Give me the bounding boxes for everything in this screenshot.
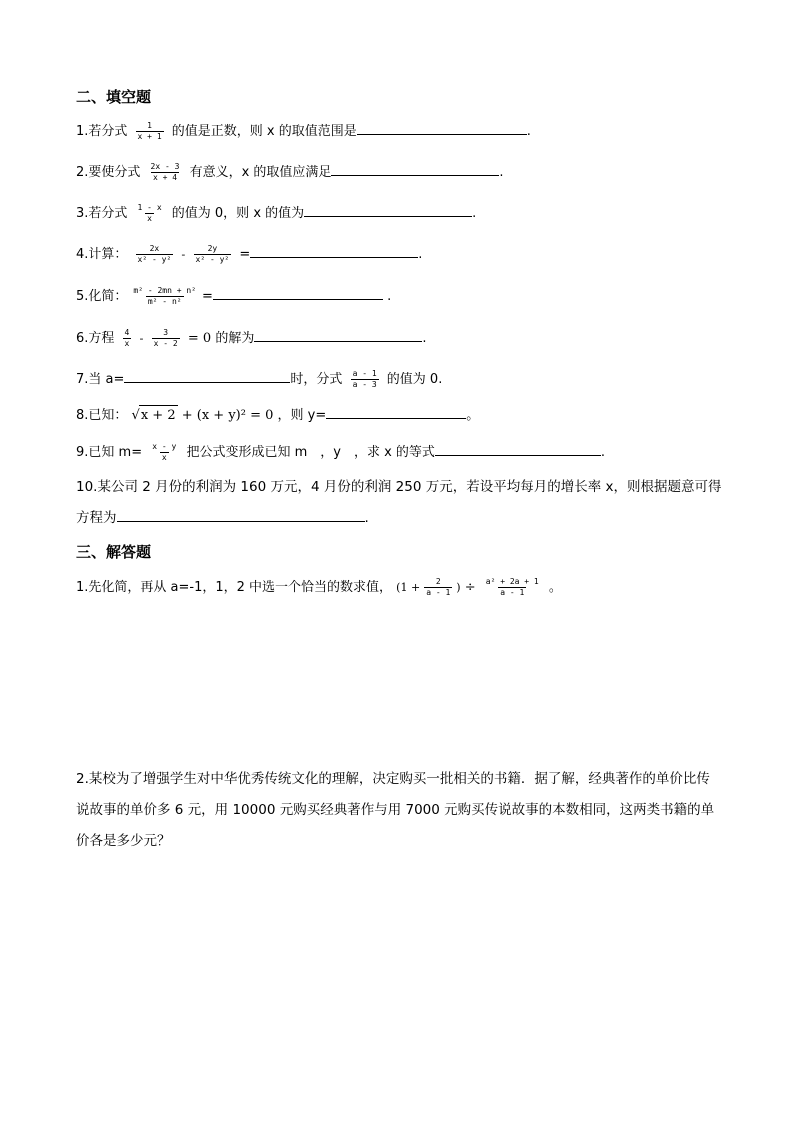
question-4	[76, 243, 422, 265]
question-7	[76, 368, 442, 390]
q3-answer-blank[interactable]	[304, 202, 472, 217]
q8-prefix: 8.已知：	[76, 408, 128, 423]
q3-fraction	[136, 203, 164, 224]
q6-numerator-2: 3	[163, 328, 169, 337]
q4-minus: -	[181, 248, 186, 261]
q7-numerator: a - 1	[352, 369, 377, 378]
q2-denominator: x + 4	[152, 173, 178, 182]
q6-end: .	[422, 331, 427, 346]
sqrt-symbol-icon: √	[131, 408, 140, 423]
q9-fraction	[150, 442, 178, 463]
question-5	[76, 285, 391, 307]
q8-radicand: x + 2	[139, 405, 178, 426]
q5-fraction	[131, 286, 198, 307]
q3-prefix: 3.若分式	[76, 206, 128, 221]
q4-numerator-1: 2x	[149, 244, 160, 253]
q5-equals: =	[202, 289, 213, 304]
q3-numerator: 1 - x	[137, 203, 162, 212]
question-1	[76, 120, 531, 142]
q6-text: 的解为	[215, 331, 255, 346]
q4-denominator-2: x² - y²	[195, 255, 230, 264]
q10-end: .	[364, 510, 369, 526]
q9-end: .	[600, 445, 606, 460]
q7-text-end: 的值为 0.	[386, 372, 443, 387]
s3q1-denominator-2: a - 1	[500, 588, 525, 597]
q7-prefix: 7.当 a=	[76, 372, 125, 387]
s3q1-fraction-2	[484, 577, 541, 598]
q3-text: 的值为 0，则 x 的值为	[171, 206, 305, 221]
q1-answer-blank[interactable]	[357, 120, 527, 135]
q8-end: 。	[466, 408, 480, 423]
q9-denominator: x	[161, 453, 167, 462]
q4-equals: =	[239, 247, 251, 262]
s3q1-denominator-1: a - 1	[426, 588, 451, 597]
s3q1-numerator-2: a² + 2a + 1	[485, 577, 539, 586]
q4-numerator-2: 2y	[207, 244, 218, 253]
q6-numerator-1: 4	[124, 328, 130, 337]
q5-numerator: m² - 2mn + n²	[133, 286, 197, 295]
q6-minus: -	[139, 332, 144, 345]
s3q1-text: 1.先化简，再从 a=-1，1，2 中选一个恰当的数求值，	[76, 580, 393, 595]
q3-denominator: x	[147, 214, 152, 223]
q2-fraction	[149, 162, 182, 183]
q3-end: .	[472, 206, 477, 221]
question-8	[76, 404, 479, 426]
q2-prefix: 2.要使分式	[76, 165, 141, 180]
q4-fraction-2	[194, 244, 232, 265]
s3q1-open: (1 +	[396, 581, 421, 594]
q5-denominator: m² - n²	[147, 297, 182, 306]
q6-equals-zero: = 0	[187, 331, 212, 346]
q6-prefix: 6.方程	[76, 331, 115, 346]
q4-end: .	[418, 247, 423, 262]
q2-answer-blank[interactable]	[331, 161, 499, 176]
q10-prefix: 方程为	[76, 510, 117, 526]
section-title-solutions: 三、解答题	[76, 543, 152, 561]
question-3	[76, 202, 476, 224]
q10-answer-blank[interactable]	[117, 507, 365, 522]
q8-text: ，则 y=	[277, 408, 327, 423]
q9-numerator: x - y	[152, 442, 177, 451]
q2-numerator: 2x - 3	[150, 162, 180, 171]
q2-text: 有意义，x 的取值应满足	[189, 165, 332, 180]
q4-answer-blank[interactable]	[250, 243, 418, 258]
s3q1-close: )	[456, 581, 461, 594]
q1-prefix: 1.若分式	[76, 124, 128, 139]
q7-fraction	[351, 369, 379, 390]
q9-answer-blank[interactable]	[435, 441, 601, 456]
q6-denominator-2: x - 2	[153, 339, 178, 348]
s3q1-divide: ÷	[464, 580, 476, 595]
q9-text: 把公式变形成已知 m ，y ，求 x 的等式	[186, 445, 435, 460]
q6-fraction-2	[152, 328, 180, 349]
s3q1-fraction-1	[424, 577, 452, 598]
question-10	[76, 472, 722, 534]
q2-end: .	[499, 165, 504, 180]
solution-question-2: 2.某校为了增强学生对中华优秀传统文化的理解，决定购买一批相关的书籍．据了解，经典著作的单价比传说故事的单价多 6 元，用 10000 元购买经典著作与用 7000 元购买传说故事的本数相同，这两类书籍的单价各是多少元？	[76, 771, 715, 849]
question-9	[76, 441, 605, 463]
q4-denominator-1: x² - y²	[137, 255, 172, 264]
q7-text: 时，分式	[290, 372, 343, 387]
q6-answer-blank[interactable]	[254, 327, 422, 342]
q5-prefix: 5.化简：	[76, 289, 128, 304]
q1-end: .	[526, 124, 531, 139]
question-6	[76, 327, 426, 349]
q5-answer-blank[interactable]	[213, 285, 383, 300]
s3q1-end: 。	[548, 580, 562, 595]
q6-denominator-1: x	[124, 339, 130, 348]
q8-answer-blank[interactable]	[326, 404, 466, 419]
q9-prefix: 9.已知 m=	[76, 445, 143, 460]
section-title-fill-in: 二、填空题	[76, 88, 152, 106]
solution-question-1	[76, 577, 562, 598]
question-2	[76, 161, 504, 183]
q4-fraction-1	[136, 244, 174, 265]
q7-answer-blank[interactable]	[124, 368, 290, 383]
q1-text: 的值是正数，则 x 的取值范围是	[171, 124, 357, 139]
q6-fraction-1	[123, 328, 132, 349]
q10-line-2	[76, 503, 722, 534]
q1-fraction	[136, 121, 164, 142]
q8-expression	[132, 408, 278, 423]
q5-end: .	[387, 289, 392, 304]
q10-line-1: 10.某公司 2 月份的利润为 160 万元，4 月份的利润 250 万元，若设平均每月的增长率 x，则根据题意可得	[76, 479, 722, 495]
s3q1-numerator-1: 2	[435, 577, 441, 586]
q4-prefix: 4.计算：	[76, 247, 128, 262]
q1-denominator: x + 1	[137, 132, 162, 141]
q1-numerator: 1	[147, 121, 152, 130]
q7-denominator: a - 3	[352, 380, 377, 389]
q8-rest: + (x + y)² = 0	[181, 408, 274, 423]
